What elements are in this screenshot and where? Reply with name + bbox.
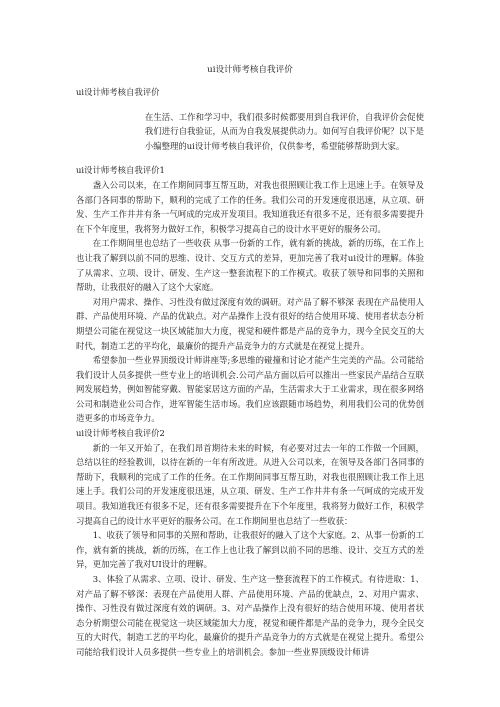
paragraph: 在工作期间里也总结了一些收获 从事一份新的工作，就有新的挑战，新的历练，在工作上也让我了解到以前不同的思维、设计、交互方式的差异，更加完善了我对ui设计的理解。体验了从需求、立项、设计、研发、生产这一整套流程下的工作模式。收获了领导和同事的关照和帮助，让我很好的融入了这个大家庭。 [76,238,424,293]
paragraph: 盏入公司以来，在工作期间同事互帮互助，对我也很照顾让我工作上迅速上手。在领导及各部门各同事的帮助下，顺利的完成了工作的任务。我们公司的开发速度很迅速，从立项、研发、生产工作井井有条一气呵成的完成开发项目。我知道我还有很多不足，还有很多需要提升在下个年度里，我将努力做好工作，积极学习提高自己的设计水平更好的服务公司。 [76,179,424,234]
paragraph: 新的一年又开始了，在我们昂首期待未来的时候，有必要对过去一年的工作做一个回顾，总结以往的经验教训，以待在新的一年有所改进。从进入公司以来，在领导及各部门各同事的帮助下，我顺利的完成了工作的任务。在工作期间同事互帮互助，对我也很照顾让我工作上迅速上手。我们公司的开发速度很迅速，从立项、研发、生产工作井井有条一气呵成的完成开发项目。我知道我还有很多不足，还有很多需要提升在下个年度里，我将努力做好工作，积极学习提高自己的设计水平更好的服务公司。在工作期间里也总结了一些收获： [76,442,424,526]
document-subtitle: ui设计师考核自我评价 [76,87,160,97]
section-1 [76,163,424,426]
paragraph: 1、收获了领导和同事的关照和帮助，让我很好的融入了这个大家庭。2、从事一份新的工作，就有新的挑战，新的历练，在工作上也让我了解到以前不同的思维、设计、交互方式的差异，更加完善了我对UI设计的理解。 [76,530,424,570]
paragraph: 希望参加一些业界顶级设计师讲座等;多思维的碰撞和讨论才能产生完美的产品。公司能给我们设计人员多提供一些专业上的培训机会.公司产品方面以后可以推出一些家民产品结合互联网发展趋势，例如智能穿戴、智能家居这方面的产品，生活需求大于工业需求，现在很多网络公司和制造业公司合作，进军智能生活市场。我们应该跟随市场趋势，利用我们公司的优势创造更多的市场竞争力。 [76,355,424,424]
section-2 [76,426,424,660]
intro-paragraph: 在生活、工作和学习中，我们很多时候都要用到自我评价，自我评价会促使我们进行自我验证，从而为自我发展提供动力。如何写自我评价呢？以下是小编整理的ui设计师考核自我评价，仅供参考，希望能够帮助到大家。 [144,111,424,151]
section-heading: ui设计师考核自我评价2 [76,428,165,439]
document-title: ui设计师考核自我评价 [207,65,293,75]
paragraph: 对用户需求、操作、习性没有做过深度有效的调研。对产品了解不够深 表现在产品使用人群、产品使用环境、产品的优缺点。对产品操作上没有很好的结合使用环境、使用者状态分析期望公司能在视觉这一块区域能加大力度，视觉和硬件都是产品的竞争力，现今全民交互的大时代，制造工艺的平均化，最廉价的提升产品竞争力的方式就是在视觉上提升。 [76,296,424,351]
paragraph: 3、体验了从需求、立项、设计、研发、生产这一整套流程下的工作模式。有待进取：1、对产品了解不够深：表现在产品使用人群、产品使用环境、产品的优缺点，2、对用户需求、操作、习性没有做过深度有效的调研。3、对产品操作上没有很好的结合使用环境、使用者状态分析期望公司能在视觉这一块区域能加大力度，视觉和硬件都是产品的竞争力，现今全民交互的大时代，制造工艺的平均化，最廉价的提升产品竞争力的方式就是在视觉上提升。希望公司能给我们设计人员多提供一些专业上的培训机会。参加一些业界顶级设计师讲 [76,574,424,657]
section-heading: ui设计师考核自我评价1 [76,165,165,176]
